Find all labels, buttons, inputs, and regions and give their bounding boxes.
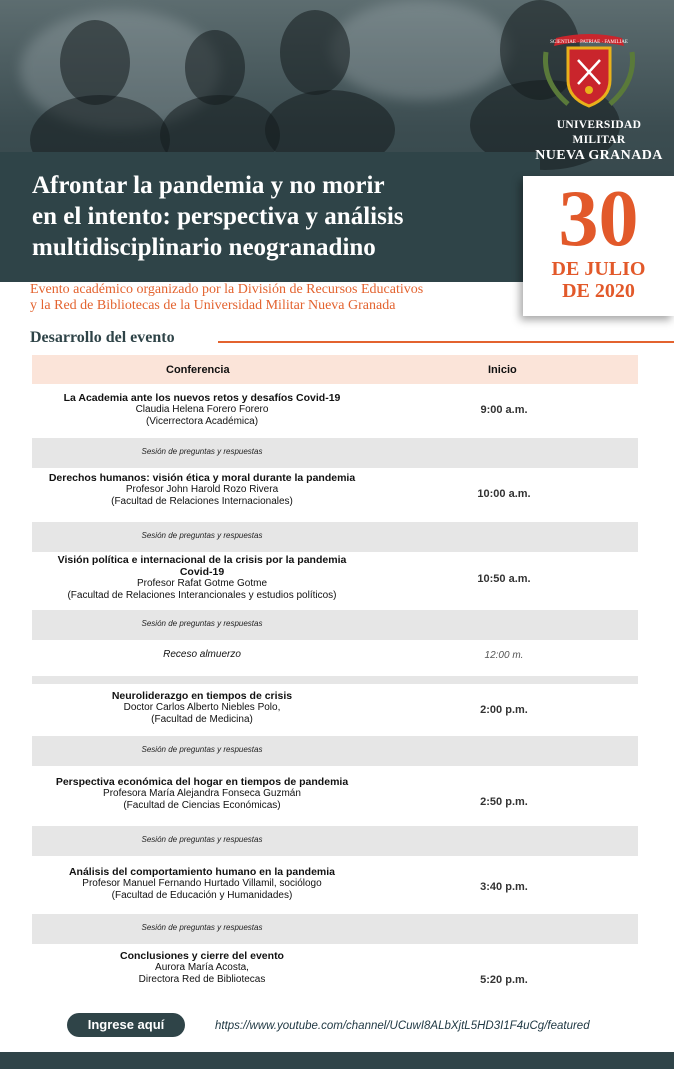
start-time: 10:00 a.m. [477, 488, 531, 500]
talk-title: Derechos humanos: visión ética y moral durante la pandemia [48, 472, 356, 484]
person-silhouette [60, 20, 130, 105]
event-day: 30 [558, 175, 639, 263]
event-year: DE 2020 [562, 280, 635, 302]
speaker-role: (Facultad de Educación y Humanidades) [111, 890, 293, 901]
column-header-inicio: Inicio [488, 364, 517, 376]
table-row [32, 522, 638, 552]
youtube-link[interactable]: https://www.youtube.com/channel/UCuwI8ALbXjtL5HD3I1F4uCg/featured [215, 1020, 590, 1032]
svg-text:SCIENTIAE · PATRIAE · FAMILIAE: SCIENTIAE · PATRIAE · FAMILIAE [550, 40, 628, 45]
start-time: 2:50 p.m. [480, 796, 528, 808]
table-header [32, 355, 638, 384]
speaker-name: Claudia Helena Forero Forero [135, 404, 269, 415]
table-row [32, 610, 638, 640]
table-row [32, 856, 638, 914]
table-row [32, 736, 638, 766]
university-name: UNIVERSIDAD MILITAR NUEVA GRANADA [535, 119, 663, 163]
speaker-role: (Facultad de Relaciones Internacionales) [111, 496, 293, 507]
qa-session-label: Sesión de preguntas y respuestas [141, 447, 263, 456]
speaker-name: Profesor Manuel Fernando Hurtado Villamil, sociólogo [82, 878, 322, 889]
footer-bar [0, 1052, 674, 1069]
enter-here-button[interactable]: Ingrese aquí [67, 1013, 185, 1037]
qa-session-label: Sesión de preguntas y respuestas [141, 619, 263, 628]
talk-title: Visión política e internacional de la crisis por la pandemia [57, 554, 347, 566]
speaker-role: (Facultad de Relaciones Interancionales y estudios políticos) [67, 590, 337, 601]
table-row [32, 468, 638, 522]
start-time: 12:00 m. [484, 650, 524, 661]
lunch-break-label: Receso almuerzo [163, 649, 241, 660]
person-silhouette [280, 10, 350, 95]
talk-title: Neuroliderazgo en tiempos de crisis [111, 690, 293, 702]
talk-title: Conclusiones y cierre del evento [120, 950, 284, 962]
table-row [32, 384, 638, 438]
start-time: 3:40 p.m. [480, 881, 528, 893]
speaker-name: Profesora María Alejandra Fonseca Guzmán [103, 788, 301, 799]
speaker-role: Directora Red de Bibliotecas [138, 974, 266, 985]
talk-title-cont: Covid-19 [179, 566, 225, 578]
speaker-role: (Facultad de Ciencias Económicas) [123, 800, 281, 811]
table-row [32, 552, 638, 610]
event-date-box [523, 176, 674, 316]
table-row [32, 826, 638, 856]
university-crest-icon [538, 28, 640, 112]
start-time: 9:00 a.m. [480, 404, 528, 416]
event-subtitle: Evento académico organizado por la División de Recursos Educativos y la Red de Bibliotecas de la Universidad Militar Nueva Granada [30, 282, 424, 313]
event-title: Afrontar la pandemia y no morir en el intento: perspectiva y análisis multidisciplinario neogranadino [32, 172, 404, 261]
speaker-role: (Facultad de Medicina) [151, 714, 253, 725]
section-title: Desarrollo del evento [30, 329, 175, 346]
speaker-name: Doctor Carlos Alberto Niebles Polo, [123, 702, 281, 713]
talk-title: La Academia ante los nuevos retos y desafíos Covid-19 [63, 392, 341, 404]
event-month: DE JULIO [551, 258, 646, 280]
table-row [32, 640, 638, 676]
talk-title: Análisis del comportamiento humano en la pandemia [68, 866, 336, 878]
table-row [32, 438, 638, 468]
speaker-role: (Vicerrectora Académica) [145, 416, 259, 427]
qa-session-label: Sesión de preguntas y respuestas [141, 745, 263, 754]
table-row [32, 914, 638, 944]
qa-session-label: Sesión de preguntas y respuestas [141, 923, 263, 932]
column-header-conferencia: Conferencia [166, 364, 230, 376]
table-row [32, 684, 638, 736]
speaker-name: Profesor Rafat Gotme Gotme [136, 578, 268, 589]
start-time: 2:00 p.m. [480, 704, 528, 716]
table-row [32, 766, 638, 826]
start-time: 5:20 p.m. [480, 974, 528, 986]
table-divider [32, 676, 638, 684]
person-silhouette [185, 30, 245, 105]
talk-title: Perspectiva económica del hogar en tiempos de pandemia [55, 776, 349, 788]
speaker-name: Profesor John Harold Rozo Rivera [125, 484, 279, 495]
qa-session-label: Sesión de preguntas y respuestas [141, 531, 263, 540]
start-time: 10:50 a.m. [477, 573, 531, 585]
speaker-name: Aurora María Acosta, [155, 962, 249, 973]
qa-session-label: Sesión de preguntas y respuestas [141, 835, 263, 844]
table-row [32, 944, 638, 1000]
section-divider [218, 341, 674, 343]
